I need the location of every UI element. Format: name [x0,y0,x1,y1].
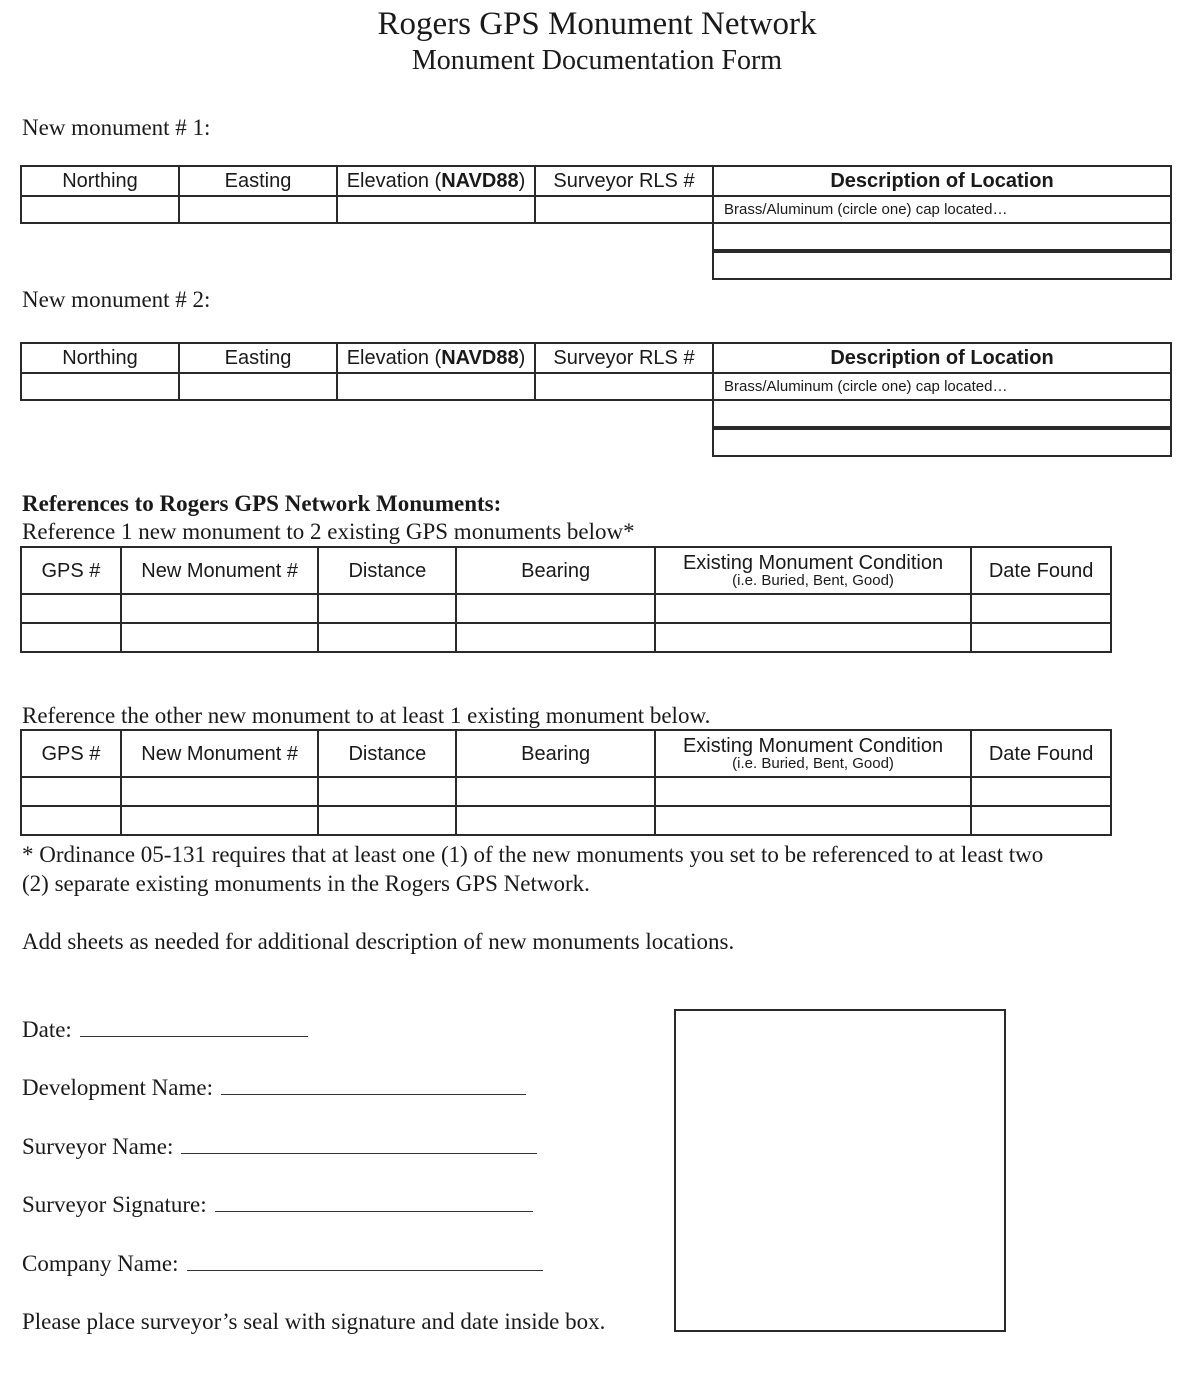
distance-cell[interactable] [318,623,456,652]
surveyor-signature-label: Surveyor Signature: [22,1192,207,1217]
date-found-cell[interactable] [971,777,1111,806]
condition-cell[interactable] [655,806,971,835]
date-label: Date: [22,1017,72,1042]
date-found-cell[interactable] [971,594,1111,623]
elevation-field[interactable] [336,372,536,401]
condition-hint: (i.e. Buried, Bent, Good) [732,571,894,589]
new-monument-cell[interactable] [121,806,319,835]
easting-field[interactable] [178,372,338,401]
company-name-field[interactable] [187,1251,543,1271]
description-line-2[interactable] [712,222,1172,251]
new-monument-cell[interactable] [121,623,319,652]
elevation-header: Elevation ( NAVD88 ) [336,342,536,374]
surveyor-rls-field[interactable] [534,195,714,224]
monument-1-label: New monument # 1: [22,115,211,140]
development-name-row [22,1074,526,1102]
gps-number-cell[interactable] [21,777,121,806]
surveyor-rls-header: Surveyor RLS # [534,342,714,374]
distance-header: Distance [318,547,456,594]
monument-2-label: New monument # 2: [22,287,211,312]
surveyor-name-label: Surveyor Name: [22,1134,174,1159]
northing-header: Northing [20,342,180,374]
description-line-2[interactable] [712,399,1172,428]
northing-header: Northing [20,165,180,197]
distance-cell[interactable] [318,806,456,835]
ordinance-note-line-1: * Ordinance 05-131 requires that at least one (1) of the new monuments you set to be referenced to at least two [22,842,1044,867]
ordinance-note-line-2: (2) separate existing monuments in the Rogers GPS Network. [22,871,590,896]
northing-field[interactable] [20,195,180,224]
distance-cell[interactable] [318,594,456,623]
easting-header: Easting [178,165,338,197]
gps-number-header: GPS # [21,547,121,594]
date-found-header: Date Found [971,730,1111,777]
surveyor-rls-field[interactable] [534,372,714,401]
new-monument-header: New Monument # [121,547,319,594]
description-line-3[interactable] [712,251,1172,280]
reference-2-instruction: Reference the other new monument to at least 1 existing monument below. [22,703,711,728]
surveyor-signature-row [22,1191,533,1219]
gps-number-cell[interactable] [21,623,121,652]
distance-cell[interactable] [318,777,456,806]
reference-table-2 [20,729,1112,836]
date-found-cell[interactable] [971,806,1111,835]
table-header-row [21,547,1111,594]
table-row [21,806,1111,835]
bearing-header: Bearing [456,547,655,594]
new-monument-cell[interactable] [121,594,319,623]
northing-field[interactable] [20,372,180,401]
description-line-1[interactable]: Brass/Aluminum (circle one) cap located… [712,372,1172,401]
date-found-header: Date Found [971,547,1111,594]
table-row [21,594,1111,623]
reference-1-instruction: Reference 1 new monument to 2 existing GPS monuments below* [22,519,635,544]
gps-number-cell[interactable] [21,806,121,835]
condition-cell[interactable] [655,777,971,806]
table-row [21,777,1111,806]
date-row [22,1016,308,1044]
condition-cell[interactable] [655,623,971,652]
surveyor-signature-field[interactable] [215,1192,533,1212]
description-line-3[interactable] [712,428,1172,457]
company-name-row [22,1250,543,1278]
date-found-cell[interactable] [971,623,1111,652]
form-subtitle: Monument Documentation Form [411,45,783,76]
elevation-header: Elevation ( NAVD88 ) [336,165,536,197]
table-header-row [21,730,1111,777]
add-sheets-note: Add sheets as needed for additional description of new monuments locations. [22,929,735,954]
surveyor-name-field[interactable] [181,1134,537,1154]
surveyor-name-row [22,1133,537,1161]
description-header: Description of Location [712,165,1172,197]
new-monument-cell[interactable] [121,777,319,806]
bearing-cell[interactable] [456,594,655,623]
development-name-field[interactable] [221,1075,526,1095]
form-title: Rogers GPS Monument Network [377,6,817,42]
company-name-label: Company Name: [22,1251,179,1276]
bearing-cell[interactable] [456,777,655,806]
elevation-field[interactable] [336,195,536,224]
condition-header: Existing Monument Condition (i.e. Buried, Bent, Good) [655,547,971,594]
reference-table-1 [20,546,1112,653]
surveyor-seal-box[interactable] [674,1009,1006,1332]
development-name-label: Development Name: [22,1075,213,1100]
condition-hint: (i.e. Buried, Bent, Good) [732,754,894,772]
new-monument-header: New Monument # [121,730,319,777]
bearing-cell[interactable] [456,806,655,835]
easting-header: Easting [178,342,338,374]
easting-field[interactable] [178,195,338,224]
bearing-header: Bearing [456,730,655,777]
references-heading: References to Rogers GPS Network Monuments: [22,491,502,516]
gps-number-cell[interactable] [21,594,121,623]
date-field[interactable] [80,1017,308,1037]
bearing-cell[interactable] [456,623,655,652]
table-row [21,623,1111,652]
description-line-1[interactable]: Brass/Aluminum (circle one) cap located… [712,195,1172,224]
distance-header: Distance [318,730,456,777]
condition-cell[interactable] [655,594,971,623]
surveyor-rls-header: Surveyor RLS # [534,165,714,197]
condition-header: Existing Monument Condition (i.e. Buried, Bent, Good) [655,730,971,777]
seal-instruction: Please place surveyor’s seal with signature and date inside box. [22,1309,606,1334]
monument-2-table [20,342,1172,462]
description-header: Description of Location [712,342,1172,374]
gps-number-header: GPS # [21,730,121,777]
monument-1-table [20,165,1172,285]
